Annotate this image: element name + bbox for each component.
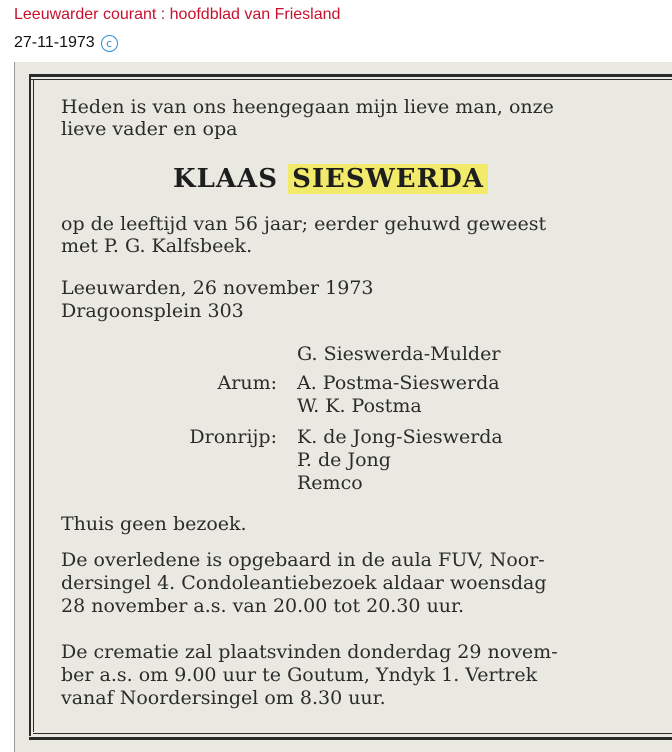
frame-border-bottom-inner (33, 733, 672, 734)
publication-date-row (14, 34, 118, 52)
frame-border-top (29, 74, 672, 77)
frame-border-left-inner (33, 79, 34, 732)
first-name: KLAAS (173, 164, 279, 194)
family-name: Remco (297, 472, 363, 494)
family-name: K. de Jong-Sieswerda (297, 426, 503, 448)
no-visit-note: Thuis geen bezoek. (61, 513, 247, 535)
family-place: Arum: (217, 372, 277, 394)
newspaper-source-title: Leeuwarder courant : hoofdblad van Friesland (14, 6, 341, 23)
surname-highlighted: SIESWERDA (288, 164, 488, 194)
cremation-line-3: vanaf Noordersingel om 8.30 uur. (61, 687, 386, 709)
laid-out-line-2: dersingel 4. Condoleantiebezoek aldaar woensdag (61, 572, 547, 594)
copyright-icon[interactable]: c (101, 35, 118, 52)
family-name: G. Sieswerda-Mulder (297, 343, 501, 365)
family-name: W. K. Postma (297, 395, 422, 417)
family-place: Dronrijp: (189, 426, 277, 448)
intro-line-2: lieve vader en opa (61, 118, 238, 140)
cremation-line-2: ber a.s. om 9.00 uur te Goutum, Yndyk 1. Vertrek (61, 664, 538, 686)
address: Dragoonsplein 303 (61, 300, 244, 322)
age-line-1: op de leeftijd van 56 jaar; eerder gehuwd geweest (61, 213, 547, 235)
publication-date: 27-11-1973 (14, 34, 95, 51)
newspaper-clipping (14, 62, 672, 752)
family-name: A. Postma-Sieswerda (297, 372, 500, 394)
frame-border-left (29, 74, 31, 736)
frame-border-top-inner (29, 79, 672, 80)
age-line-2: met P. G. Kalfsbeek. (61, 235, 253, 257)
laid-out-line-1: De overledene is opgebaard in de aula FUV, Noor- (61, 549, 545, 571)
family-name: P. de Jong (297, 449, 391, 471)
frame-border-bottom (29, 737, 672, 740)
deceased-name (173, 164, 488, 194)
cremation-line-1: De crematie zal plaatsvinden donderdag 29 novem- (61, 641, 558, 663)
place-date: Leeuwarden, 26 november 1973 (61, 277, 374, 299)
intro-line-1: Heden is van ons heengegaan mijn lieve man, onze (61, 96, 554, 118)
laid-out-line-3: 28 november a.s. van 20.00 tot 20.30 uur. (61, 595, 465, 617)
